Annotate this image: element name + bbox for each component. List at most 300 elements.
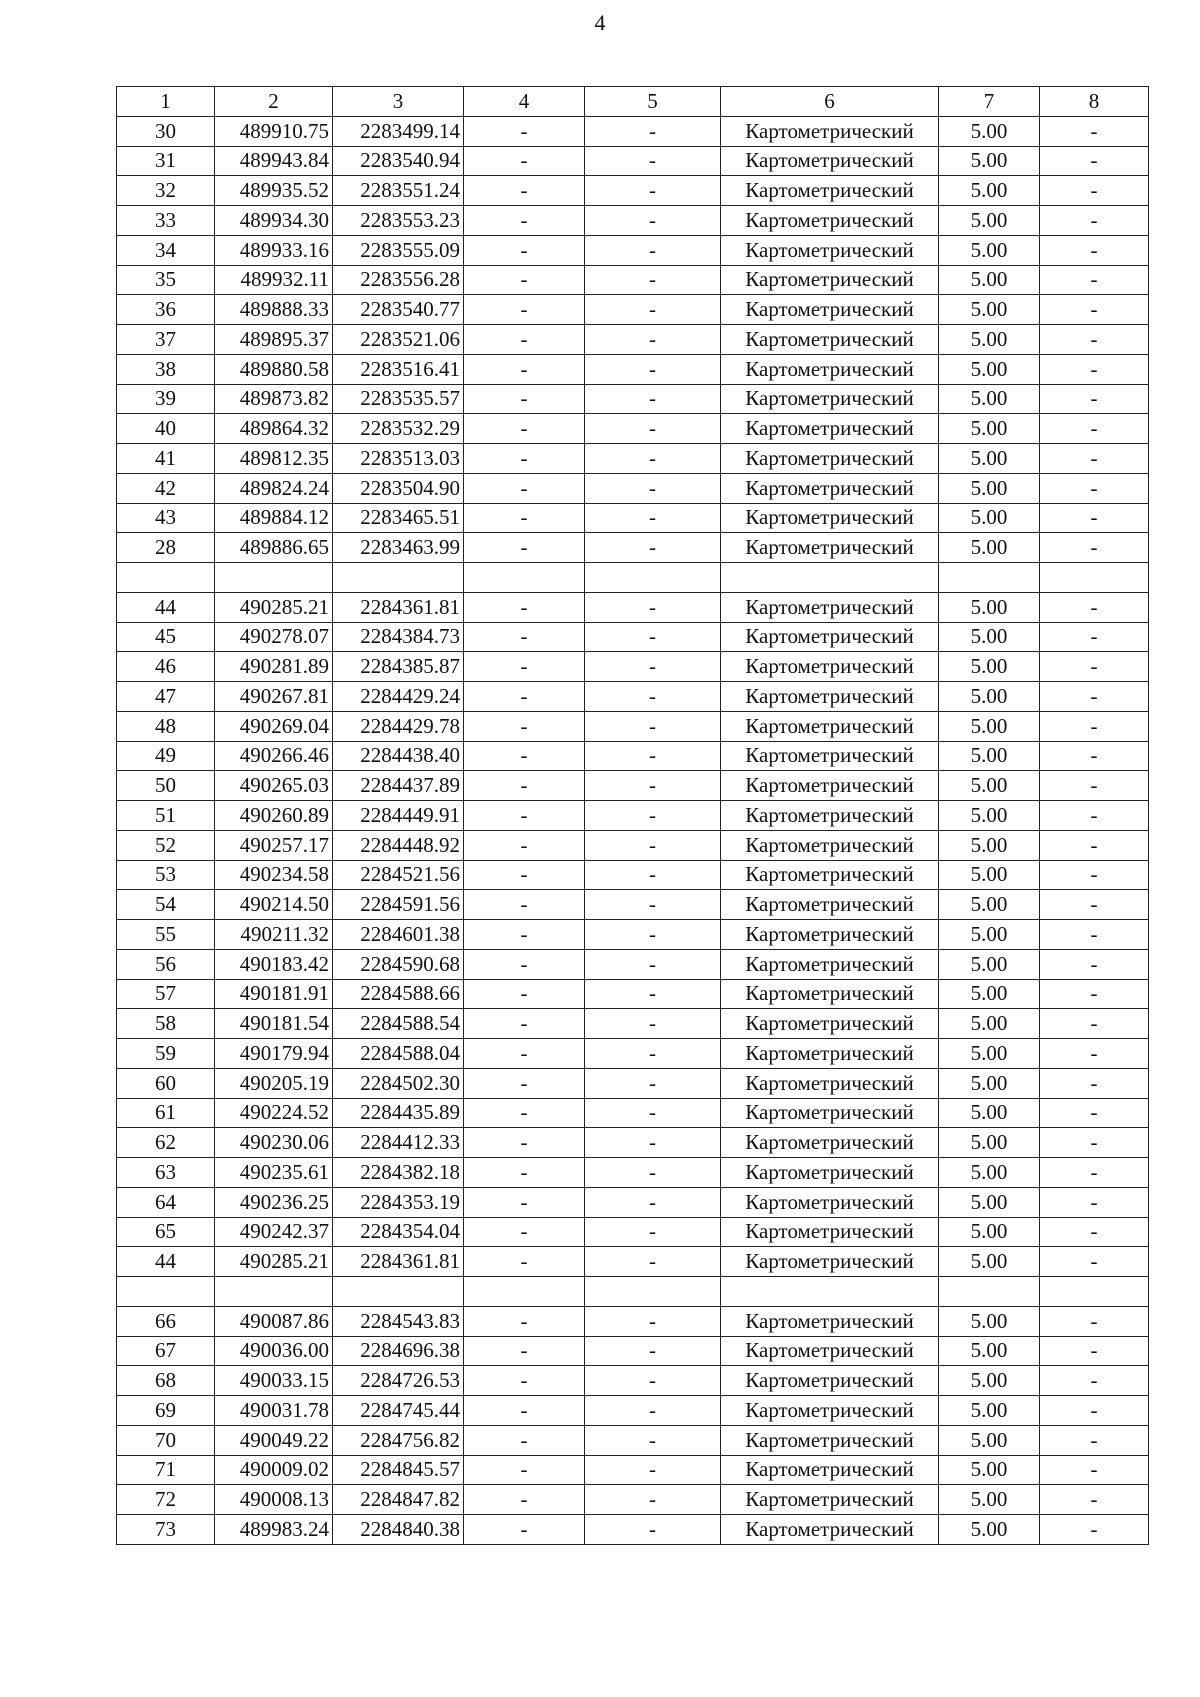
accuracy-cell: 5.00	[939, 176, 1040, 206]
table-row	[117, 1247, 1149, 1277]
col5-cell: -	[585, 949, 721, 979]
col4-cell: -	[464, 741, 585, 771]
table-row	[117, 1366, 1149, 1396]
col5-cell: -	[585, 1098, 721, 1128]
col8-cell: -	[1040, 1336, 1149, 1366]
point-number-cell: 40	[117, 414, 215, 444]
x-coordinate-cell: 489888.33	[215, 295, 333, 325]
col5-cell: -	[585, 1128, 721, 1158]
col8-cell: -	[1040, 384, 1149, 414]
method-cell: Картометрический	[721, 682, 939, 712]
table-row	[117, 652, 1149, 682]
method-cell: Картометрический	[721, 1366, 939, 1396]
point-number-cell: 31	[117, 146, 215, 176]
method-cell: Картометрический	[721, 235, 939, 265]
y-coordinate-cell: 2283555.09	[333, 235, 464, 265]
accuracy-cell: 5.00	[939, 682, 1040, 712]
accuracy-cell: 5.00	[939, 146, 1040, 176]
method-cell: Картометрический	[721, 830, 939, 860]
method-cell: Картометрический	[721, 1068, 939, 1098]
method-cell	[721, 1277, 939, 1307]
point-number-cell: 47	[117, 682, 215, 712]
table-row	[117, 1009, 1149, 1039]
col5-cell: -	[585, 890, 721, 920]
point-number-cell: 30	[117, 116, 215, 146]
col4-cell: -	[464, 1515, 585, 1545]
col5-cell: -	[585, 1068, 721, 1098]
col8-cell: -	[1040, 206, 1149, 236]
col4-cell: -	[464, 1366, 585, 1396]
table-row	[117, 295, 1149, 325]
y-coordinate-cell: 2283465.51	[333, 503, 464, 533]
accuracy-cell: 5.00	[939, 325, 1040, 355]
y-coordinate-cell: 2284502.30	[333, 1068, 464, 1098]
accuracy-cell: 5.00	[939, 711, 1040, 741]
col5-cell: -	[585, 592, 721, 622]
accuracy-cell: 5.00	[939, 1039, 1040, 1069]
col8-cell: -	[1040, 1158, 1149, 1188]
point-number-cell: 44	[117, 1247, 215, 1277]
x-coordinate-cell: 489824.24	[215, 473, 333, 503]
x-coordinate-cell: 490242.37	[215, 1217, 333, 1247]
table-row	[117, 1217, 1149, 1247]
col8-cell	[1040, 563, 1149, 593]
col4-cell: -	[464, 1336, 585, 1366]
col8-cell: -	[1040, 1009, 1149, 1039]
col5-cell: -	[585, 801, 721, 831]
x-coordinate-cell: 489812.35	[215, 444, 333, 474]
table-row	[117, 682, 1149, 712]
page-number: 4	[594, 10, 606, 35]
accuracy-cell: 5.00	[939, 116, 1040, 146]
accuracy-cell: 5.00	[939, 830, 1040, 860]
accuracy-cell: 5.00	[939, 354, 1040, 384]
point-number-cell: 52	[117, 830, 215, 860]
x-coordinate-cell: 489886.65	[215, 533, 333, 563]
col8-cell: -	[1040, 444, 1149, 474]
col4-cell: -	[464, 1068, 585, 1098]
col5-cell: -	[585, 1396, 721, 1426]
x-coordinate-cell: 490230.06	[215, 1128, 333, 1158]
table-row	[117, 354, 1149, 384]
col4-cell: -	[464, 265, 585, 295]
y-coordinate-cell: 2284438.40	[333, 741, 464, 771]
col8-cell: -	[1040, 176, 1149, 206]
x-coordinate-cell: 490183.42	[215, 949, 333, 979]
table-separator-row	[117, 1277, 1149, 1307]
x-coordinate-cell: 490234.58	[215, 860, 333, 890]
method-cell: Картометрический	[721, 146, 939, 176]
col8-cell: -	[1040, 1306, 1149, 1336]
accuracy-cell: 5.00	[939, 1068, 1040, 1098]
table-row	[117, 533, 1149, 563]
y-coordinate-cell: 2284756.82	[333, 1425, 464, 1455]
accuracy-cell: 5.00	[939, 1217, 1040, 1247]
method-cell: Картометрический	[721, 1515, 939, 1545]
col8-cell: -	[1040, 830, 1149, 860]
y-coordinate-cell: 2284601.38	[333, 920, 464, 950]
y-coordinate-cell: 2284429.78	[333, 711, 464, 741]
col8-cell: -	[1040, 1366, 1149, 1396]
y-coordinate-cell	[333, 1277, 464, 1307]
y-coordinate-cell: 2283516.41	[333, 354, 464, 384]
col8-cell: -	[1040, 1485, 1149, 1515]
accuracy-cell: 5.00	[939, 1187, 1040, 1217]
y-coordinate-cell: 2284385.87	[333, 652, 464, 682]
method-cell: Картометрический	[721, 592, 939, 622]
y-coordinate-cell: 2284437.89	[333, 771, 464, 801]
col8-cell: -	[1040, 860, 1149, 890]
col5-cell: -	[585, 830, 721, 860]
table-row	[117, 920, 1149, 950]
accuracy-cell: 5.00	[939, 890, 1040, 920]
x-coordinate-cell: 490285.21	[215, 592, 333, 622]
col4-cell: -	[464, 1485, 585, 1515]
x-coordinate-cell: 489983.24	[215, 1515, 333, 1545]
y-coordinate-cell: 2284590.68	[333, 949, 464, 979]
y-coordinate-cell: 2284588.04	[333, 1039, 464, 1069]
table-row	[117, 1098, 1149, 1128]
col8-cell: -	[1040, 146, 1149, 176]
col5-cell: -	[585, 325, 721, 355]
y-coordinate-cell: 2284588.54	[333, 1009, 464, 1039]
col5-cell: -	[585, 1187, 721, 1217]
method-cell: Картометрический	[721, 1485, 939, 1515]
col4-cell: -	[464, 1009, 585, 1039]
y-coordinate-cell: 2283551.24	[333, 176, 464, 206]
y-coordinate-cell: 2283540.94	[333, 146, 464, 176]
col5-cell: -	[585, 503, 721, 533]
table-row	[117, 146, 1149, 176]
col8-cell: -	[1040, 533, 1149, 563]
table-row	[117, 1455, 1149, 1485]
x-coordinate-cell: 490266.46	[215, 741, 333, 771]
x-coordinate-cell: 490087.86	[215, 1306, 333, 1336]
col4-cell: -	[464, 533, 585, 563]
point-number-cell: 68	[117, 1366, 215, 1396]
col8-cell: -	[1040, 1098, 1149, 1128]
method-cell: Картометрический	[721, 414, 939, 444]
accuracy-cell: 5.00	[939, 1455, 1040, 1485]
point-number-cell: 70	[117, 1425, 215, 1455]
col8-cell	[1040, 1277, 1149, 1307]
y-coordinate-cell: 2283535.57	[333, 384, 464, 414]
col8-cell: -	[1040, 771, 1149, 801]
y-coordinate-cell: 2284361.81	[333, 592, 464, 622]
y-coordinate-cell: 2283513.03	[333, 444, 464, 474]
method-cell: Картометрический	[721, 890, 939, 920]
col5-cell: -	[585, 473, 721, 503]
y-coordinate-cell: 2284588.66	[333, 979, 464, 1009]
accuracy-cell: 5.00	[939, 1425, 1040, 1455]
x-coordinate-cell: 489864.32	[215, 414, 333, 444]
y-coordinate-cell: 2283504.90	[333, 473, 464, 503]
accuracy-cell: 5.00	[939, 622, 1040, 652]
col4-cell: -	[464, 711, 585, 741]
table-row	[117, 741, 1149, 771]
col5-cell: -	[585, 711, 721, 741]
x-coordinate-cell: 490181.91	[215, 979, 333, 1009]
x-coordinate-cell: 490008.13	[215, 1485, 333, 1515]
x-coordinate-cell: 490181.54	[215, 1009, 333, 1039]
col8-cell: -	[1040, 592, 1149, 622]
accuracy-cell	[939, 563, 1040, 593]
point-number-cell: 67	[117, 1336, 215, 1366]
col8-cell: -	[1040, 949, 1149, 979]
point-number-cell: 57	[117, 979, 215, 1009]
table-row	[117, 1336, 1149, 1366]
x-coordinate-cell: 490285.21	[215, 1247, 333, 1277]
col5-cell: -	[585, 771, 721, 801]
col5-cell: -	[585, 206, 721, 236]
y-coordinate-cell: 2284382.18	[333, 1158, 464, 1188]
accuracy-cell: 5.00	[939, 592, 1040, 622]
point-number-cell: 46	[117, 652, 215, 682]
point-number-cell: 38	[117, 354, 215, 384]
accuracy-cell: 5.00	[939, 741, 1040, 771]
col5-cell: -	[585, 235, 721, 265]
table-row	[117, 1396, 1149, 1426]
accuracy-cell: 5.00	[939, 1158, 1040, 1188]
method-cell: Картометрический	[721, 1396, 939, 1426]
table-row	[117, 890, 1149, 920]
col5-cell: -	[585, 146, 721, 176]
col8-cell: -	[1040, 979, 1149, 1009]
col5-cell	[585, 563, 721, 593]
y-coordinate-cell: 2283521.06	[333, 325, 464, 355]
col4-cell: -	[464, 503, 585, 533]
x-coordinate-cell: 489935.52	[215, 176, 333, 206]
table-row	[117, 444, 1149, 474]
col8-cell: -	[1040, 295, 1149, 325]
x-coordinate-cell	[215, 563, 333, 593]
point-number-cell: 73	[117, 1515, 215, 1545]
y-coordinate-cell: 2284543.83	[333, 1306, 464, 1336]
col5-cell: -	[585, 1425, 721, 1455]
col8-cell: -	[1040, 682, 1149, 712]
col8-cell: -	[1040, 890, 1149, 920]
point-number-cell: 61	[117, 1098, 215, 1128]
column-header: 7	[939, 87, 1040, 117]
method-cell: Картометрический	[721, 949, 939, 979]
col4-cell: -	[464, 473, 585, 503]
col4-cell: -	[464, 354, 585, 384]
col5-cell: -	[585, 622, 721, 652]
point-number-cell: 35	[117, 265, 215, 295]
table-row	[117, 979, 1149, 1009]
col5-cell: -	[585, 354, 721, 384]
point-number-cell: 64	[117, 1187, 215, 1217]
accuracy-cell: 5.00	[939, 1098, 1040, 1128]
accuracy-cell: 5.00	[939, 1128, 1040, 1158]
x-coordinate-cell: 489895.37	[215, 325, 333, 355]
point-number-cell: 50	[117, 771, 215, 801]
point-number-cell: 55	[117, 920, 215, 950]
method-cell: Картометрический	[721, 771, 939, 801]
table-row	[117, 1158, 1149, 1188]
y-coordinate-cell: 2284847.82	[333, 1485, 464, 1515]
col5-cell: -	[585, 1039, 721, 1069]
col4-cell: -	[464, 622, 585, 652]
y-coordinate-cell: 2284845.57	[333, 1455, 464, 1485]
col4-cell: -	[464, 235, 585, 265]
table-row	[117, 503, 1149, 533]
table-row	[117, 1039, 1149, 1069]
accuracy-cell: 5.00	[939, 652, 1040, 682]
col4-cell: -	[464, 1306, 585, 1336]
col4-cell: -	[464, 146, 585, 176]
col8-cell: -	[1040, 473, 1149, 503]
y-coordinate-cell: 2283532.29	[333, 414, 464, 444]
col4-cell	[464, 1277, 585, 1307]
column-header: 3	[333, 87, 464, 117]
col5-cell: -	[585, 920, 721, 950]
point-number-cell	[117, 1277, 215, 1307]
table-row	[117, 206, 1149, 236]
col4-cell: -	[464, 771, 585, 801]
method-cell: Картометрический	[721, 206, 939, 236]
col4-cell: -	[464, 920, 585, 950]
col4-cell: -	[464, 1247, 585, 1277]
table-row	[117, 622, 1149, 652]
col4-cell	[464, 563, 585, 593]
column-header: 4	[464, 87, 585, 117]
table-row	[117, 1485, 1149, 1515]
col8-cell: -	[1040, 1068, 1149, 1098]
col4-cell: -	[464, 1128, 585, 1158]
method-cell: Картометрический	[721, 116, 939, 146]
y-coordinate-cell: 2284384.73	[333, 622, 464, 652]
x-coordinate-cell: 490179.94	[215, 1039, 333, 1069]
method-cell: Картометрический	[721, 265, 939, 295]
table-row	[117, 711, 1149, 741]
method-cell: Картометрический	[721, 741, 939, 771]
accuracy-cell: 5.00	[939, 1396, 1040, 1426]
accuracy-cell: 5.00	[939, 473, 1040, 503]
accuracy-cell: 5.00	[939, 949, 1040, 979]
point-number-cell	[117, 563, 215, 593]
y-coordinate-cell: 2284449.91	[333, 801, 464, 831]
point-number-cell: 48	[117, 711, 215, 741]
accuracy-cell: 5.00	[939, 1009, 1040, 1039]
col4-cell: -	[464, 325, 585, 355]
y-coordinate-cell: 2283556.28	[333, 265, 464, 295]
y-coordinate-cell: 2283463.99	[333, 533, 464, 563]
table-row	[117, 1128, 1149, 1158]
x-coordinate-cell: 490205.19	[215, 1068, 333, 1098]
method-cell: Картометрический	[721, 1336, 939, 1366]
method-cell: Картометрический	[721, 1306, 939, 1336]
x-coordinate-cell: 490036.00	[215, 1336, 333, 1366]
method-cell: Картометрический	[721, 1425, 939, 1455]
accuracy-cell: 5.00	[939, 1247, 1040, 1277]
x-coordinate-cell: 489934.30	[215, 206, 333, 236]
method-cell: Картометрический	[721, 1009, 939, 1039]
col8-cell: -	[1040, 652, 1149, 682]
accuracy-cell: 5.00	[939, 444, 1040, 474]
col4-cell: -	[464, 1039, 585, 1069]
col4-cell: -	[464, 1158, 585, 1188]
method-cell: Картометрический	[721, 176, 939, 206]
point-number-cell: 58	[117, 1009, 215, 1039]
accuracy-cell: 5.00	[939, 979, 1040, 1009]
x-coordinate-cell: 490224.52	[215, 1098, 333, 1128]
x-coordinate-cell: 489933.16	[215, 235, 333, 265]
table-row	[117, 860, 1149, 890]
accuracy-cell: 5.00	[939, 414, 1040, 444]
table-row	[117, 116, 1149, 146]
col5-cell: -	[585, 295, 721, 325]
col5-cell: -	[585, 652, 721, 682]
column-header: 5	[585, 87, 721, 117]
point-number-cell: 49	[117, 741, 215, 771]
x-coordinate-cell	[215, 1277, 333, 1307]
accuracy-cell: 5.00	[939, 1336, 1040, 1366]
col8-cell: -	[1040, 1396, 1149, 1426]
table-row	[117, 414, 1149, 444]
col8-cell: -	[1040, 1515, 1149, 1545]
col5-cell: -	[585, 1247, 721, 1277]
col8-cell: -	[1040, 741, 1149, 771]
method-cell: Картометрический	[721, 920, 939, 950]
table-row	[117, 384, 1149, 414]
y-coordinate-cell: 2284591.56	[333, 890, 464, 920]
method-cell: Картометрический	[721, 1098, 939, 1128]
method-cell: Картометрический	[721, 1128, 939, 1158]
method-cell: Картометрический	[721, 354, 939, 384]
point-number-cell: 65	[117, 1217, 215, 1247]
point-number-cell: 71	[117, 1455, 215, 1485]
x-coordinate-cell: 489880.58	[215, 354, 333, 384]
point-number-cell: 44	[117, 592, 215, 622]
col4-cell: -	[464, 979, 585, 1009]
col8-cell: -	[1040, 1217, 1149, 1247]
method-cell: Картометрический	[721, 1187, 939, 1217]
accuracy-cell	[939, 1277, 1040, 1307]
col4-cell: -	[464, 116, 585, 146]
method-cell: Картометрический	[721, 503, 939, 533]
col4-cell: -	[464, 384, 585, 414]
x-coordinate-cell: 490257.17	[215, 830, 333, 860]
col8-cell: -	[1040, 265, 1149, 295]
y-coordinate-cell: 2284521.56	[333, 860, 464, 890]
col8-cell: -	[1040, 116, 1149, 146]
point-number-cell: 37	[117, 325, 215, 355]
table-row	[117, 771, 1149, 801]
col4-cell: -	[464, 1425, 585, 1455]
accuracy-cell: 5.00	[939, 1306, 1040, 1336]
point-number-cell: 51	[117, 801, 215, 831]
accuracy-cell: 5.00	[939, 503, 1040, 533]
col8-cell: -	[1040, 622, 1149, 652]
table-row	[117, 1515, 1149, 1545]
col5-cell: -	[585, 176, 721, 206]
table-row	[117, 801, 1149, 831]
point-number-cell: 33	[117, 206, 215, 236]
col5-cell: -	[585, 533, 721, 563]
col8-cell: -	[1040, 1425, 1149, 1455]
col4-cell: -	[464, 860, 585, 890]
x-coordinate-cell: 490236.25	[215, 1187, 333, 1217]
method-cell: Картометрический	[721, 444, 939, 474]
col5-cell: -	[585, 682, 721, 712]
x-coordinate-cell: 490265.03	[215, 771, 333, 801]
method-cell: Картометрический	[721, 473, 939, 503]
point-number-cell: 62	[117, 1128, 215, 1158]
col5-cell: -	[585, 741, 721, 771]
x-coordinate-cell: 490278.07	[215, 622, 333, 652]
col5-cell: -	[585, 265, 721, 295]
